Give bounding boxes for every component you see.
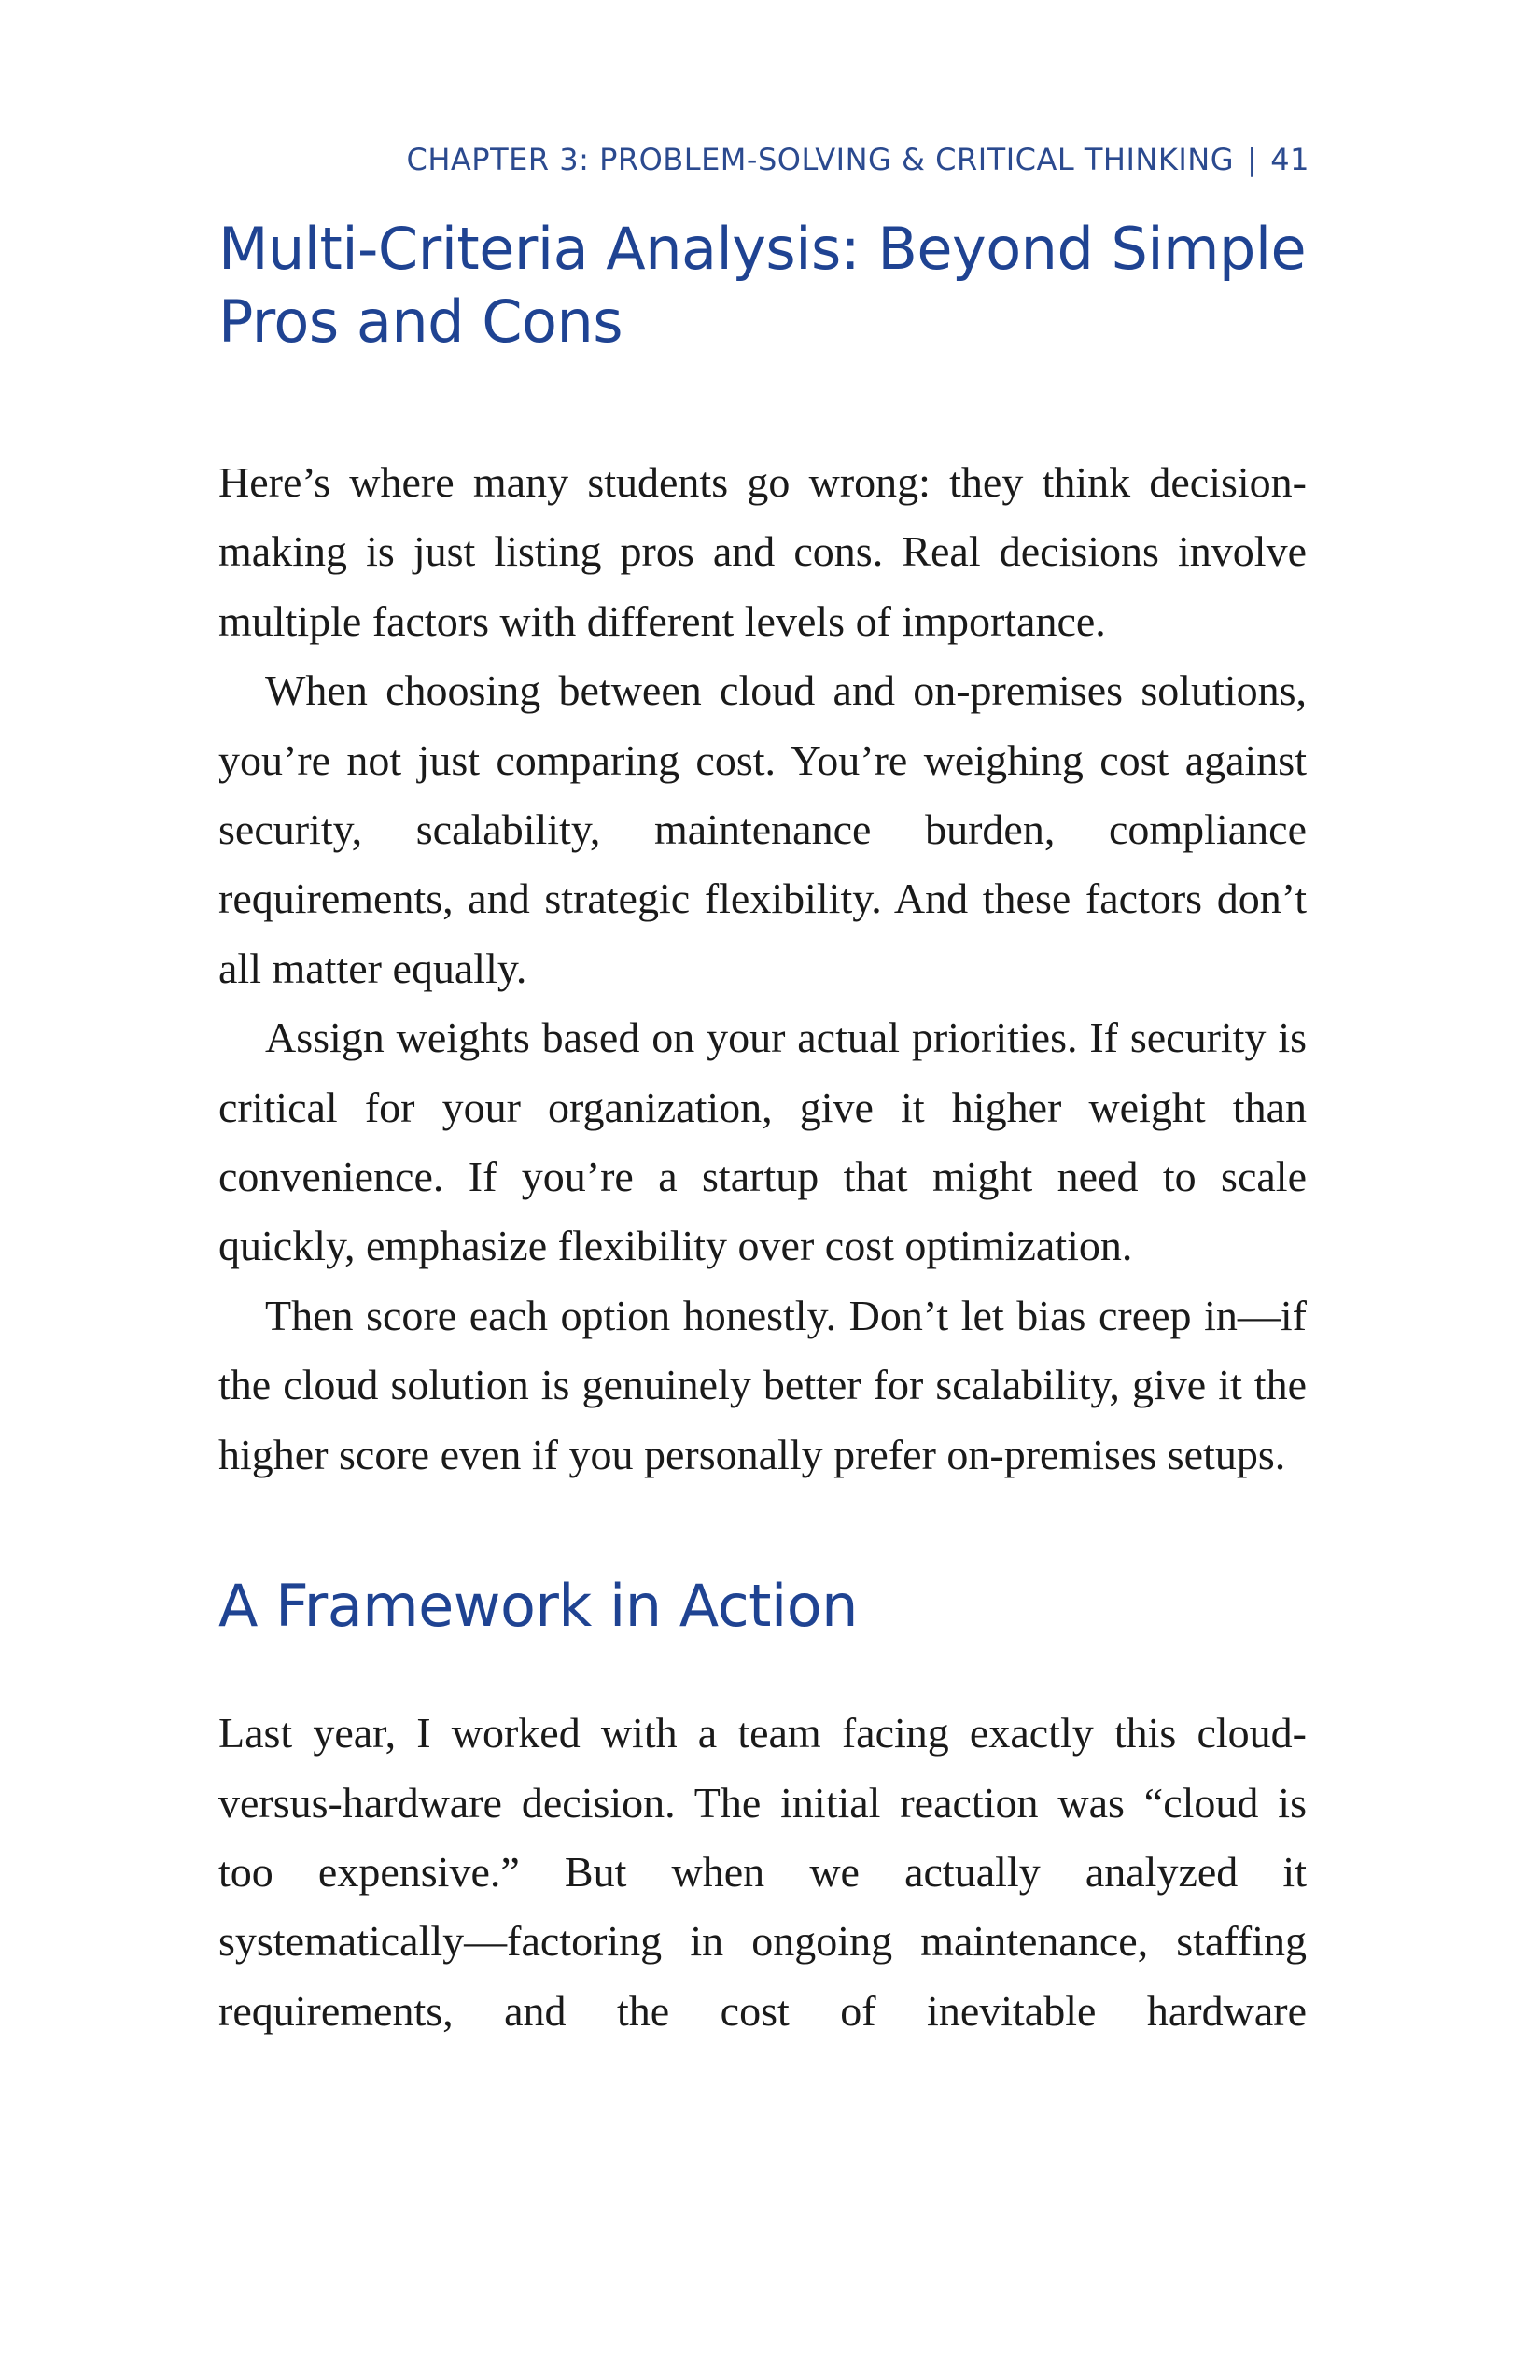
- paragraph: Assign weights based on your actual priorities. If security is critical for your organization, give it higher weight than convenience. If you’re a startup that might need to scale quickly, emphasize flexibility over cost optimization.: [218, 1014, 1307, 1270]
- chapter-title: CHAPTER 3: PROBLEM-SOLVING & CRITICAL THINKING: [406, 142, 1234, 177]
- paragraph: When choosing between cloud and on-premises solutions, you’re not just comparing cost. You’re weighing cost against security, scalability, maintenance burden, compliance requirements, and strategic flexibility. And these factors don’t all matter equally.: [218, 666, 1307, 992]
- page-number: 41: [1270, 142, 1309, 177]
- paragraph: Here’s where many students go wrong: they think decision-making is just listing pros and cons. Real decisions involve multiple factors with different levels of importance.: [218, 458, 1307, 645]
- header-separator: |: [1247, 142, 1258, 177]
- running-header: [407, 142, 1310, 177]
- section-heading: A Framework in Action: [218, 1572, 858, 1641]
- paragraph: Then score each option honestly. Don’t let bias creep in—if the cloud solution is genuinely better for scalability, give it the higher score even if you personally prefer on-premises setups.: [218, 1291, 1307, 1478]
- section-heading: Multi-Criteria Analysis: Beyond Simple Pros and Cons: [218, 215, 1307, 356]
- section-body: [218, 1699, 1307, 2046]
- section-body: [218, 448, 1307, 1490]
- section-framework-in-action: [218, 1570, 1307, 2046]
- section-multi-criteria-analysis: [218, 213, 1307, 1490]
- paragraph: Last year, I worked with a team facing exactly this cloud-versus-hardware decision. The initial reaction was “cloud is too expensive.” But when we actually analyzed it systematically—factoring in ongoing maintenance, staffing requirements, and the cost of inevitable hardware: [218, 1709, 1307, 2035]
- page-content: [218, 213, 1307, 2046]
